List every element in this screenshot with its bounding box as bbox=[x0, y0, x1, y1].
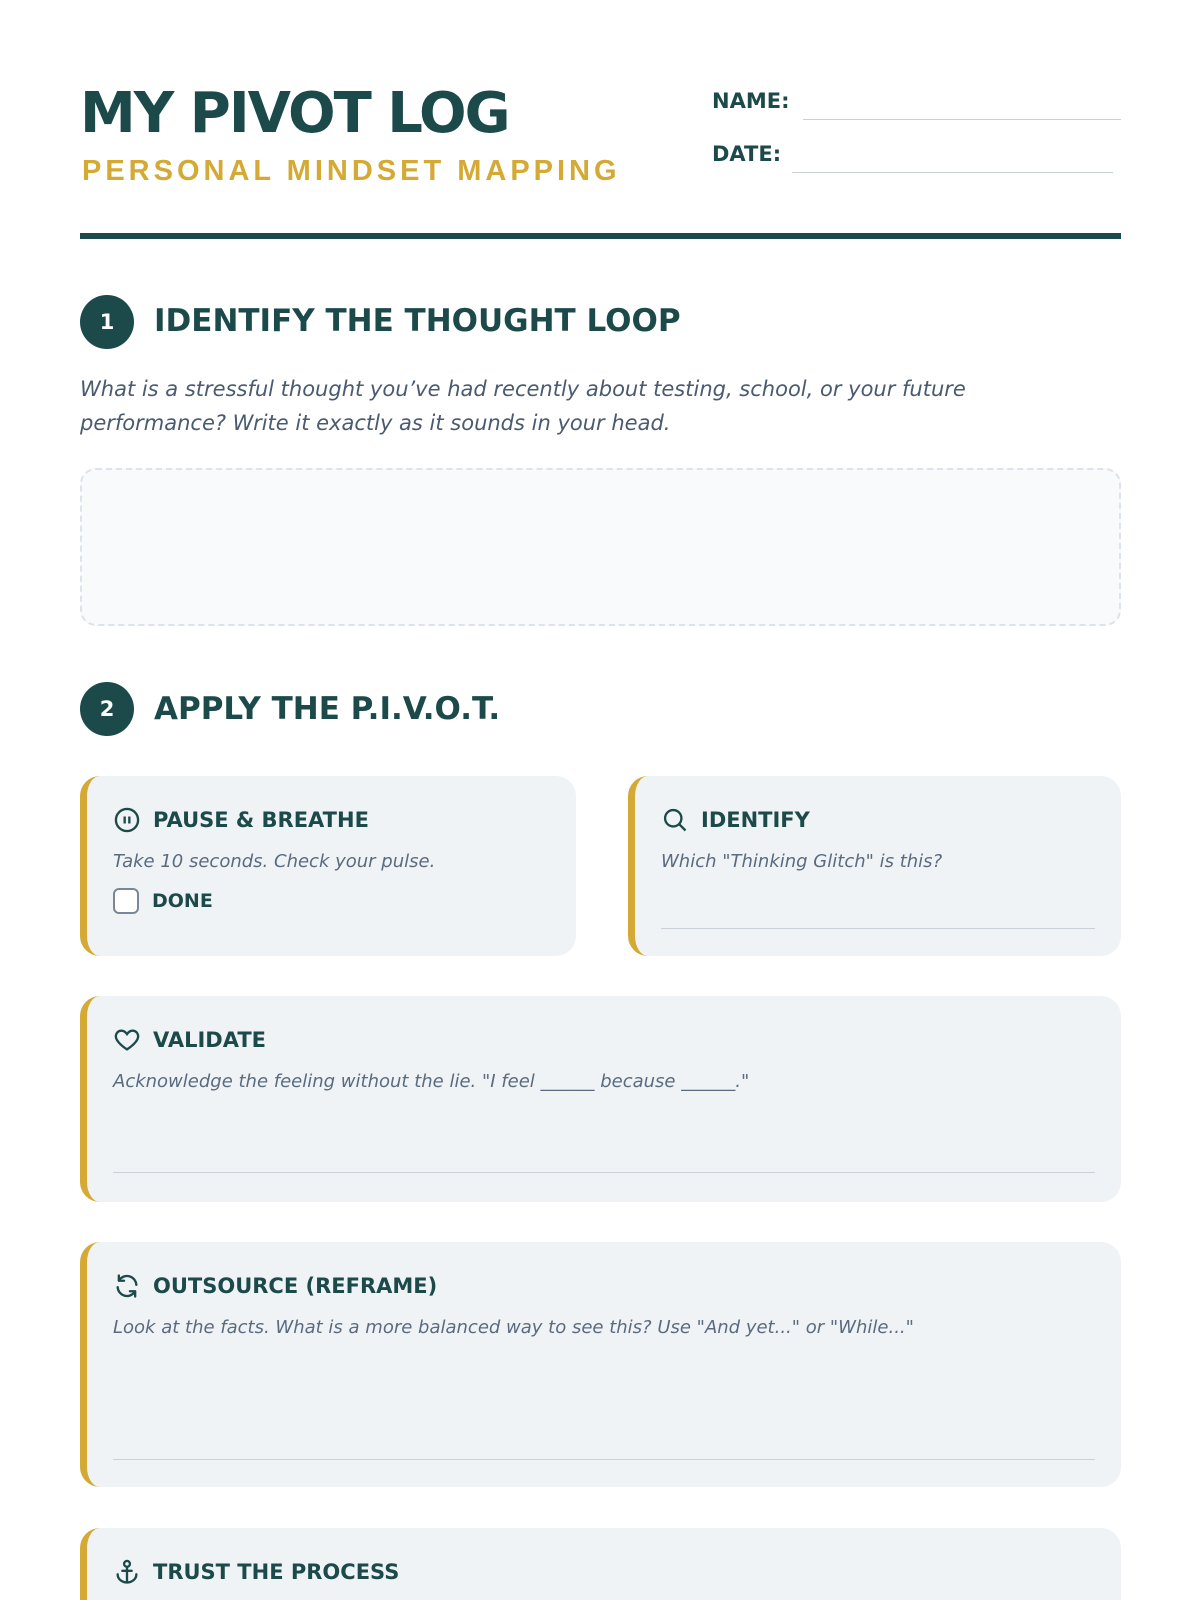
validate-card bbox=[80, 996, 1121, 1202]
step-2-badge: 2 bbox=[80, 682, 134, 736]
header-divider bbox=[80, 233, 1121, 239]
date-label: DATE: bbox=[712, 142, 782, 166]
section-2-title: APPLY THE P.I.V.O.T. bbox=[154, 691, 501, 727]
heart-icon bbox=[113, 1026, 141, 1054]
anchor-icon bbox=[113, 1558, 141, 1586]
validate-card-title: VALIDATE bbox=[153, 1028, 266, 1052]
identify-card-desc: Which "Thinking Glitch" is this? bbox=[661, 851, 943, 872]
date-field[interactable] bbox=[792, 172, 1113, 173]
step-1-badge: 1 bbox=[80, 295, 134, 349]
outsource-answer-line[interactable] bbox=[113, 1459, 1095, 1460]
refresh-icon bbox=[113, 1272, 141, 1300]
done-label: DONE bbox=[152, 890, 213, 912]
thought-loop-input[interactable] bbox=[80, 468, 1121, 626]
identify-card bbox=[628, 776, 1121, 956]
done-checkbox-row[interactable] bbox=[113, 888, 213, 914]
outsource-card bbox=[80, 1242, 1121, 1487]
search-icon bbox=[661, 806, 689, 834]
pause-card bbox=[80, 776, 576, 956]
name-label: NAME: bbox=[712, 89, 790, 113]
trust-card bbox=[80, 1528, 1121, 1600]
page-subtitle: PERSONAL MINDSET MAPPING bbox=[82, 155, 621, 187]
pause-card-title: PAUSE & BREATHE bbox=[153, 808, 369, 832]
pause-card-desc: Take 10 seconds. Check your pulse. bbox=[113, 851, 436, 872]
validate-card-desc: Acknowledge the feeling without the lie. "I feel ______ because ______." bbox=[113, 1071, 750, 1092]
identify-answer-line[interactable] bbox=[661, 928, 1095, 929]
identify-card-title: IDENTIFY bbox=[701, 808, 810, 832]
pause-circle-icon bbox=[113, 806, 141, 834]
section-1-title: IDENTIFY THE THOUGHT LOOP bbox=[154, 303, 681, 339]
validate-answer-line[interactable] bbox=[113, 1172, 1095, 1173]
outsource-card-title: OUTSOURCE (REFRAME) bbox=[153, 1274, 438, 1298]
page-title: MY PIVOT LOG bbox=[80, 81, 509, 146]
outsource-card-desc: Look at the facts. What is a more balanced way to see this? Use "And yet..." or "While..." bbox=[113, 1317, 914, 1338]
trust-card-title: TRUST THE PROCESS bbox=[153, 1560, 400, 1584]
section-1-prompt: What is a stressful thought you’ve had recently about testing, school, or your future performance? Write it exactly as it sounds in your head. bbox=[80, 377, 966, 435]
done-checkbox[interactable] bbox=[113, 888, 139, 914]
name-field[interactable] bbox=[803, 119, 1121, 120]
